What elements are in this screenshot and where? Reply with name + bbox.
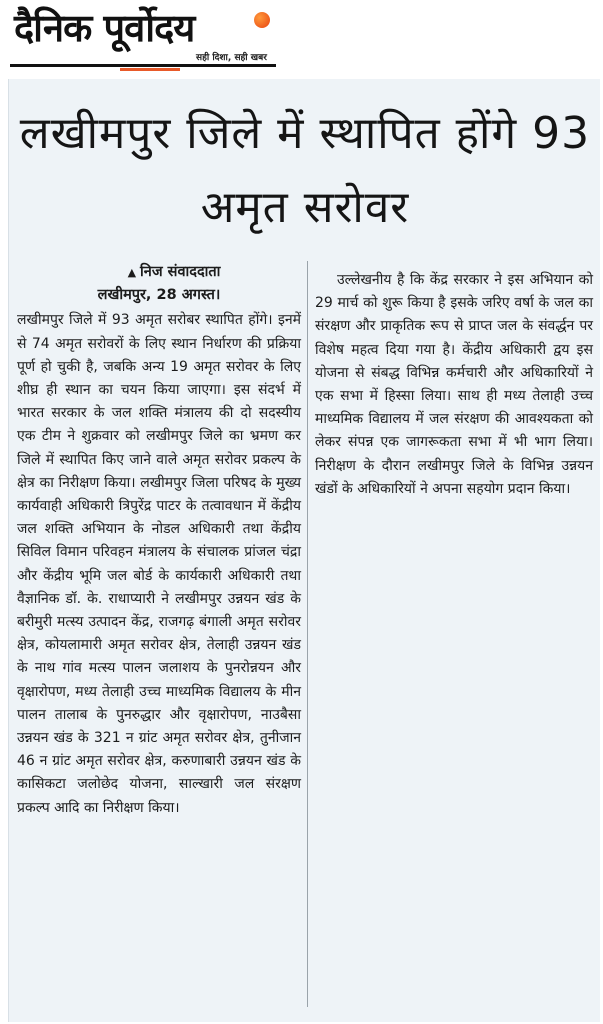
article-headline: लखीमपुर जिले में स्थापित होंगे 93 अमृत सरोवर <box>19 108 591 233</box>
byline-text: निज संवाददाता <box>140 264 221 280</box>
masthead <box>0 0 603 78</box>
column-divider <box>307 261 308 1007</box>
masthead-rule <box>10 64 276 67</box>
byline <box>17 261 301 284</box>
article-paragraph-1: लखीमपुर जिले में 93 अमृत सरोबर स्थापित होंगे। इनमें से 74 अमृत सरोवरों के लिए स्थान निर्धारण की प्रक्रिया पूर्ण हो चुकी है, जबकि अन्य 19 अमृत सरोवर के लिए शीघ्र ही स्थान का चयन किया जाएगा। इस संदर्भ में भारत सरकार के जल शक्ति मंत्रालय की दो सदस्यीय एक टीम ने शुक्रवार को लखीमपुर जिले का भ्रमण कर जिले में स्थापित किए जाने वाले अमृत सरोवर प्रकल्प के क्षेत्र का निरीक्षण किया। लखीमपुर जिला परिषद के मुख्य कार्यवाही अधिकारी त्रिपुरेंद्र पाटर के तत्वावधान में केंद्रीय जल शक्ति अभियान के नोडल अधिकारी तथा केंद्रीय सिविल विमान परिवहन मंत्रालय के संचालक प्रांजल चंद्रा और केंद्रीय भूमि जल बोर्ड के कार्यकारी अधिकारी तथा वैज्ञानिक डॉ. के. राधाप्यारी ने लखीमपुर उन्नयन खंड के बरीमुरी मत्स्य उत्पादन केंद्र, राजगढ़ बंगाली अमृत सरोवर क्षेत्र, कोयलामारी अमृत सरोवर क्षेत्र, तेलाही उन्नयन खंड के नाथ गांव मत्स्य पालन जलाशय के पुनरोन्नयन और वृक्षारोपण, मध्य तेलाही उच्च माध्यमिक विद्यालय के मीन पालन तालाब के पुनरुद्धार और वृक्षारोपण, नाउबैसा उन्नयन खंड के 321 न ग्रांट अमृत सरोवर क्षेत्र, तुनीजान 46 न ग्रांट अमृत सरोवर क्षेत्र, करुणाबारी उन्नयन खंड के कासिकटा जलोछेद योजना, साल्खारी जल संरक्षण प्रकल्प आदि का निरीक्षण किया। <box>17 312 301 816</box>
masthead-accent-strip <box>120 68 180 71</box>
logo-sun-icon <box>254 12 270 28</box>
triangle-up-icon: ▲ <box>127 266 137 279</box>
newspaper-logo: दैनिक पूर्वोदय <box>14 6 195 50</box>
newspaper-tagline: सही दिशा, सही खबर <box>196 53 267 63</box>
article-paragraph-2: उल्लेखनीय है कि केंद्र सरकार ने इस अभियान को 29 मार्च को शुरू किया है इसके जरिए वर्षा के जल का संरक्षण और प्राकृतिक रूप से प्राप्त जल के संवर्द्धन पर विशेष महत्व दिया गया है। केंद्रीय अधिकारी द्वय इस योजना से संबद्ध विभिन्न कर्मचारी और अधिकारियों ने एक सभा में हिस्सा लिया। साथ ही मध्य तेलाही उच्च माध्यमिक विद्यालय में जल संरक्षण की आवश्यकता को लेकर संपन्न एक जागरूकता सभा में भी भाग लिया। निरीक्षण के दौरान लखीमपुर जिले के विभिन्न उन्नयन खंडों के अधिकारियों ने अपना सहयोग प्रदान किया। <box>315 272 593 497</box>
article-column-left <box>17 261 301 820</box>
article-column-right <box>315 261 593 501</box>
article-clipping <box>8 79 600 1022</box>
dateline: लखीमपुर, 28 अगस्त। <box>97 287 221 304</box>
